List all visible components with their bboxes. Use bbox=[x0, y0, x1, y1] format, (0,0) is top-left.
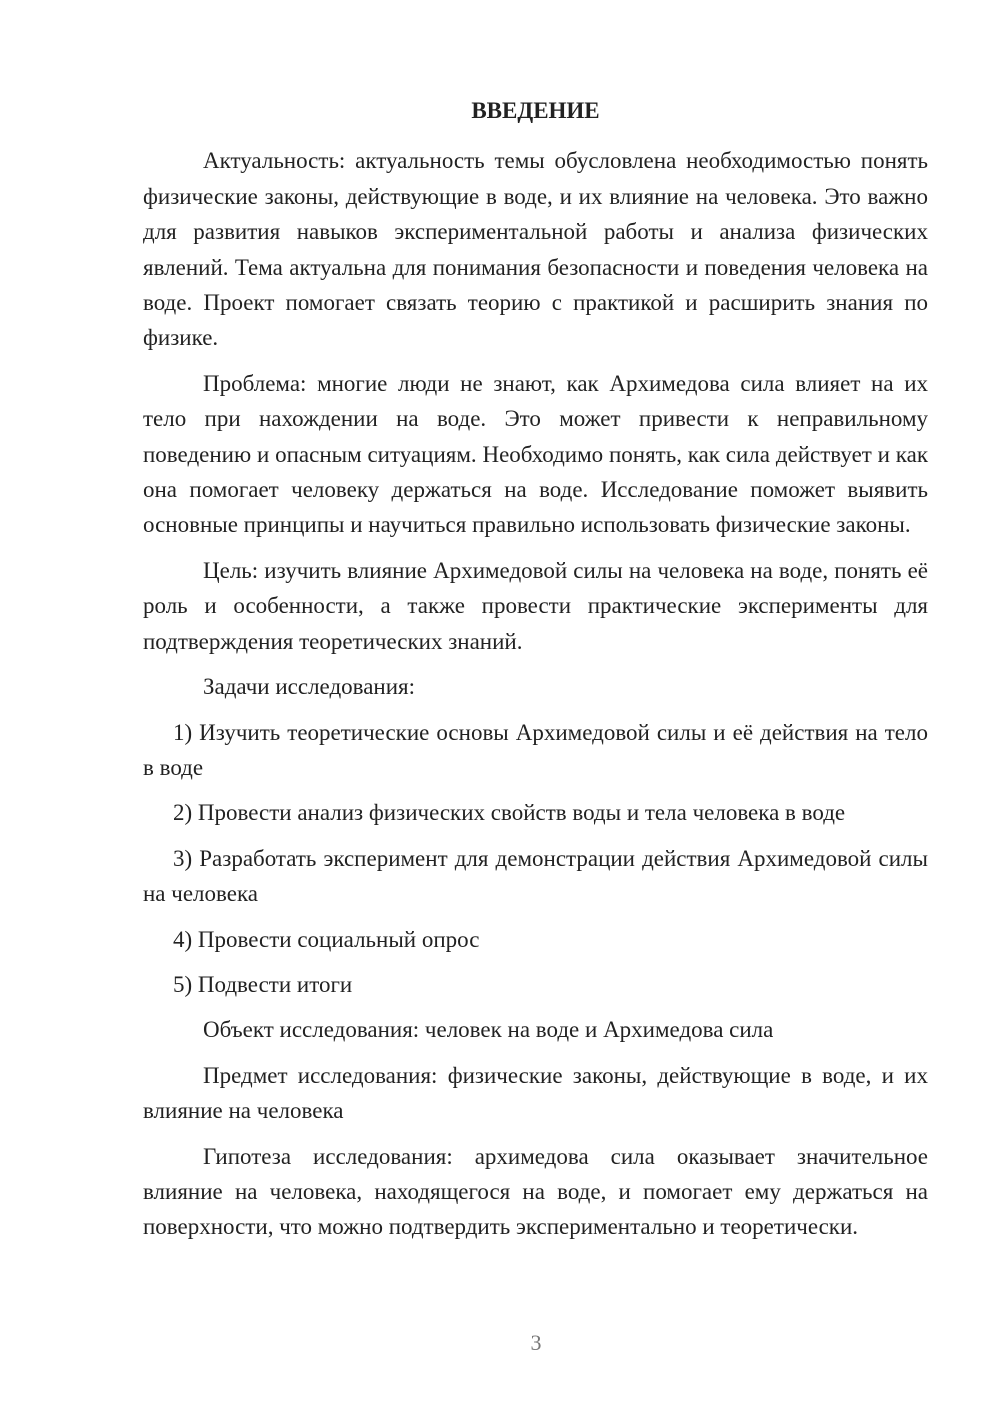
subject-paragraph: Предмет исследования: физические законы, действующие в воде, и их влияние на человека bbox=[143, 1062, 928, 1124]
tasks-list bbox=[143, 715, 928, 1003]
problem-paragraph: Проблема: многие люди не знают, как Архимедова сила влияет на их тело при нахождении на воде. Это может привести к неправильному поведению и опасным ситуациям. Необходимо понять, как сила действует и как она помогает человеку держаться на воде. Исследование поможет выявить основные принципы и научиться правильно использовать физические законы. bbox=[143, 370, 928, 538]
list-item: 3) Разработать эксперимент для демонстрации действия Архимедовой силы на человека bbox=[143, 845, 928, 907]
page-number: 3 bbox=[530, 1330, 542, 1355]
list-item: 1) Изучить теоретические основы Архимедовой силы и её действия на тело в воде bbox=[143, 719, 928, 780]
page-title: ВВЕДЕНИЕ bbox=[471, 98, 600, 123]
list-item: 4) Провести социальный опрос bbox=[173, 926, 480, 952]
relevance-paragraph: Актуальность: актуальность темы обусловлена необходимостью понять физические законы, действующие в воде, и их влияние на человека. Это важно для развития навыков экспериментальной работы и анализа физических явлений. Тема актуальна для понимания безопасности и поведения человека на воде. Проект помогает связать теорию с практикой и расширить знания по физике. bbox=[143, 148, 928, 351]
list-item: 5) Подвести итоги bbox=[173, 971, 353, 997]
hypothesis-paragraph: Гипотеза исследования: архимедова сила оказывает значительное влияние на человека, находящегося на воде, и помогает ему держаться на поверхности, что можно подтвердить экспериментально и теоретически. bbox=[143, 1143, 928, 1240]
goal-paragraph: Цель: изучить влияние Архимедовой силы на человека на воде, понять её роль и особенности, а также провести практические эксперименты для подтверждения теоретических знаний. bbox=[143, 557, 928, 654]
tasks-heading: Задачи исследования: bbox=[203, 674, 416, 700]
list-item: 2) Провести анализ физических свойств воды и тела человека в воде bbox=[173, 800, 846, 826]
page-content bbox=[143, 93, 928, 1255]
object-paragraph: Объект исследования: человек на воде и Архимедова сила bbox=[203, 1017, 774, 1043]
